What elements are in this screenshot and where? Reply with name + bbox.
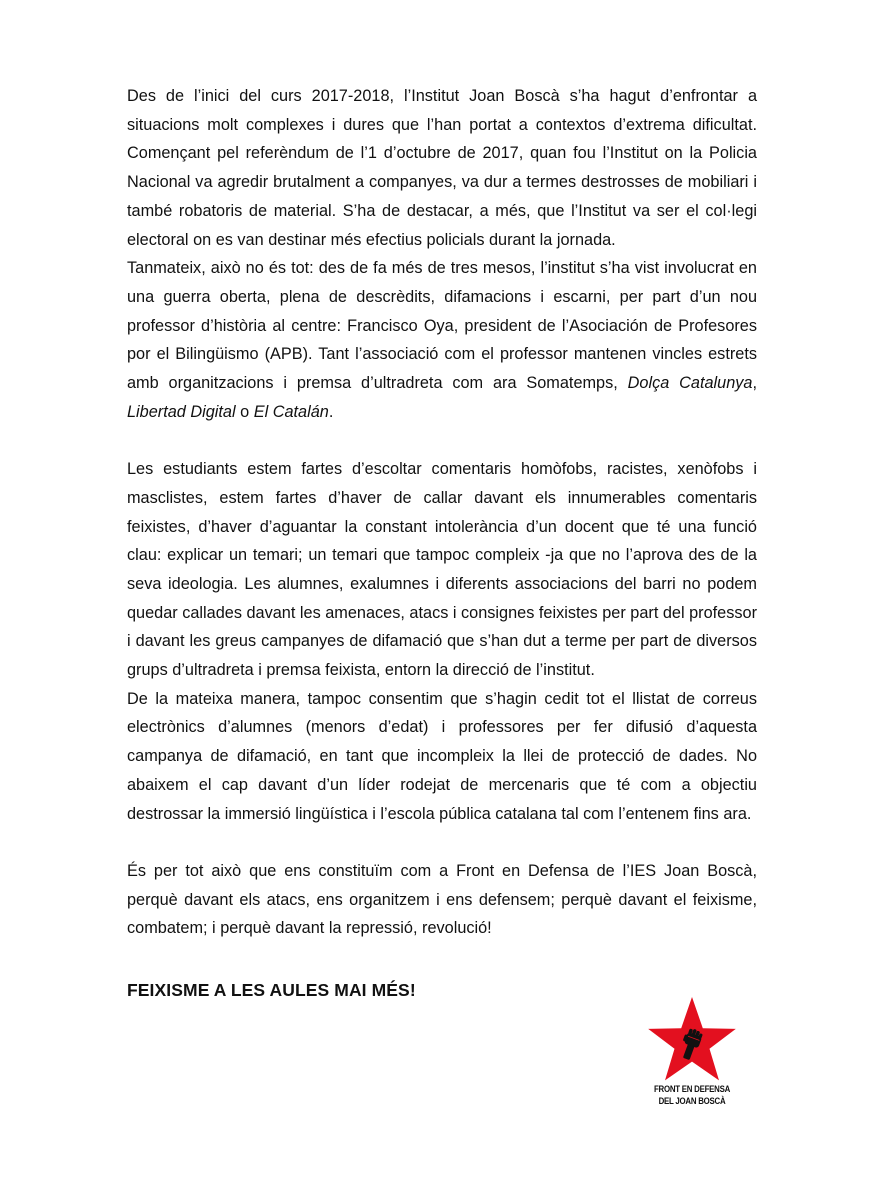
spacer xyxy=(127,943,757,976)
media-dolca-catalunya: Dolça Catalunya xyxy=(627,374,753,393)
media-libertad-digital: Libertad Digital xyxy=(127,402,236,421)
paragraph-students: Les estudiants estem fartes d’escoltar comentaris homòfobs, racistes, xenòfobs i masclistes, estem fartes d’haver de callar davant els innumerables comentaris feixistes, d’haver d’aguantar la constant intolerància d’un docent que té una funció clau: explicar un temari; un temari que tampoc compleix -ja que no l’aprova des de la seva ideologia. Les alumnes, exalumnes i diferents associacions del barri no podem quedar callades davant les amenaces, atacs i consignes feixistes per part del professor i davant les greus campanyes de difamació que s’han dut a terme per part de diversos grups d’ultradreta i premsa feixista, entorn la direcció de l’institut. xyxy=(127,460,757,680)
media-el-catalan: El Catalán xyxy=(253,402,329,421)
separator: , xyxy=(752,374,757,393)
paragraph-context xyxy=(127,254,757,426)
document-body xyxy=(127,82,757,1004)
separator: o xyxy=(235,402,254,421)
paragraph-conclusion: És per tot això que ens constituïm com a Front en Defensa de l’IES Joan Boscà, perquè davant els atacs, ens organitzem i ens defensem; perquè davant el feixisme, combatem; i perquè davant la repressió, revolució! xyxy=(127,861,757,938)
spacer xyxy=(127,426,757,455)
paragraph-data-protection: De la mateixa manera, tampoc consentim que s’hagin cedit tot el llistat de correus electrònics d’alumnes (menors d’edat) i professores per fer difusió d’aquesta campanya de difamació, en tant que incompleix la llei de protecció de dades. No abaixem el cap davant d’un líder rodejat de mercenaris que té com a objectiu destrossar la immersió lingüística i l’escola pública catalana tal com l’entenem fins ara. xyxy=(127,689,757,823)
slogan-heading: FEIXISME A LES AULES MAI MÉS! xyxy=(127,980,416,1001)
logo-caption-line2: DEL JOAN BOSCÀ xyxy=(658,1096,726,1107)
period: . xyxy=(328,402,334,421)
paragraph-context-text: Tanmateix, això no és tot: des de fa més de tres mesos, l’institut s’ha vist involucrat en una guerra oberta, plena de descrèdits, difamacions i escarni, per part d’un nou professor d’història al centre: Francisco Oya, president de l’Asociación de Profesores por el Bilingüismo (APB). Tant l’associació com el professor mantenen vincles estrets amb organitzacions i premsa d’ultradreta com ara Somatemps, xyxy=(127,259,757,393)
logo-caption xyxy=(653,1084,732,1108)
front-logo xyxy=(644,994,740,1124)
logo-caption-line1: FRONT EN DEFENSA xyxy=(653,1084,731,1095)
paragraph-intro: Des de l’inici del curs 2017-2018, l’Institut Joan Boscà s’ha hagut d’enfrontar a situacions molt complexes i dures que l’han portat a contextos d’extrema dificultat. Començant pel referèndum de l’1 d’octubre de 2017, quan fou l’Institut on la Policia Nacional va agredir brutalment a companyes, va dur a termes destrosses de mobiliari i també robatoris de material. S’ha de destacar, a més, que l’Institut va ser el col·legi electoral on es van destinar més efectius policials durant la jornada. xyxy=(127,87,757,249)
spacer xyxy=(127,828,757,857)
red-star-icon xyxy=(644,994,740,1086)
